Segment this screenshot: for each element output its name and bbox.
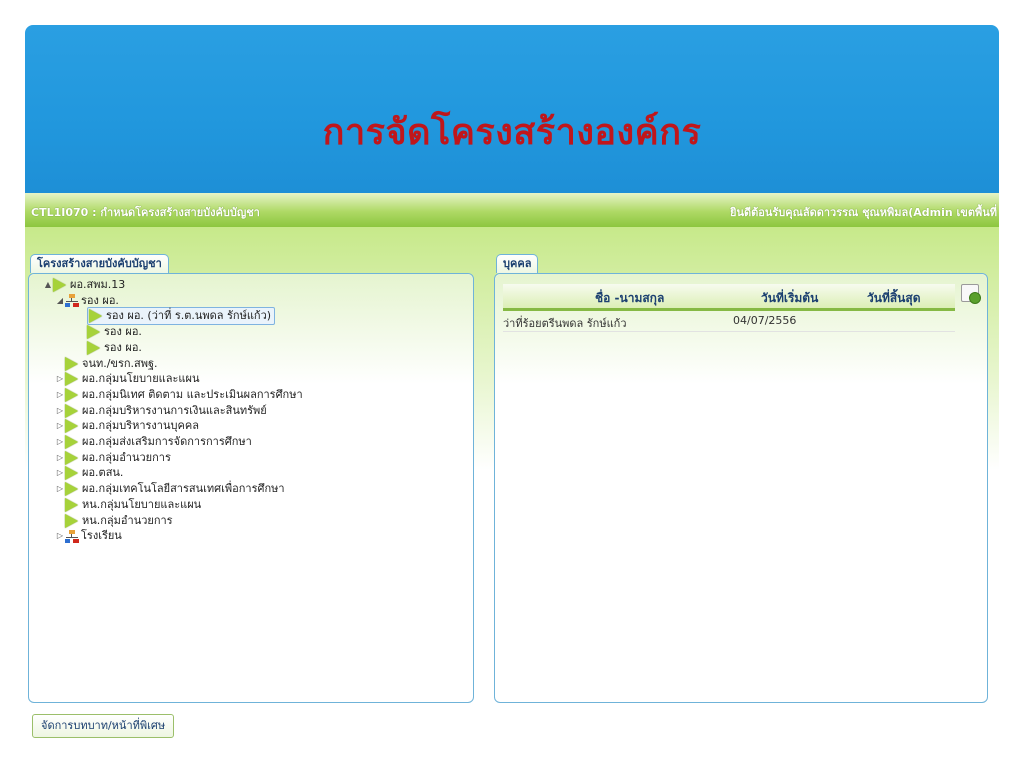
position-arrow-icon: [89, 309, 102, 323]
tree-node[interactable]: [55, 403, 267, 419]
tree-node-label: จนท./ขรก.สพฐ.: [82, 356, 158, 370]
expand-toggle-icon[interactable]: ▷: [56, 531, 64, 541]
tree-node-label: ผอ.กลุ่มบริหารงานบุคคล: [82, 419, 199, 433]
tree-node-label: ผอ.กลุ่มนโยบายและแผน: [82, 372, 200, 386]
tree-node-label: ผอ.กลุ่มนิเทศ ติดตาม และประเมินผลการศึกษา: [82, 387, 303, 401]
tree-node-label: ผอ.สพม.13: [70, 278, 126, 291]
position-arrow-icon: [65, 451, 78, 465]
tree-node[interactable]: [55, 528, 122, 544]
header-banner: [25, 25, 999, 193]
tree-node[interactable]: [55, 387, 303, 403]
refresh-icon[interactable]: [961, 284, 979, 302]
person-panel: [494, 273, 988, 703]
hierarchy-panel: [28, 273, 474, 703]
tree-node[interactable]: [55, 513, 173, 529]
tree-node-label: รอง ผอ.: [81, 293, 119, 307]
tab-hierarchy[interactable]: โครงสร้างสายบังคับบัญชา: [30, 254, 169, 273]
tree-node-label: ผอ.กลุ่มบริหารงานการเงินและสินทรัพย์: [82, 403, 267, 417]
column-header-name[interactable]: ชื่อ -นามสกุล: [595, 291, 665, 305]
expand-toggle-icon[interactable]: ▷: [56, 484, 64, 494]
tree-node[interactable]: [77, 324, 142, 340]
tree-node[interactable]: [55, 356, 158, 372]
grid-header: [503, 284, 955, 311]
program-code-label: CTL1I070 : กำหนดโครงสร้างสายบังคับบัญชา: [31, 206, 260, 219]
position-arrow-icon: [65, 372, 78, 386]
position-arrow-icon: [87, 341, 100, 355]
page-title: การจัดโครงสร้างองค์กร: [322, 111, 702, 153]
expand-toggle-icon[interactable]: ▷: [56, 389, 64, 399]
tree-node[interactable]: [77, 308, 275, 324]
expand-toggle-icon[interactable]: ▷: [56, 374, 64, 384]
tree-node[interactable]: [55, 450, 171, 466]
tree-node-label: รอง ผอ.: [104, 325, 142, 339]
welcome-message: ยินดีต้อนรับคุณลัดดาวรรณ ชุณหพิมล(Admin เขตพื้นที่: [730, 206, 997, 219]
tab-person[interactable]: บุคคล: [496, 254, 538, 273]
tree-node-label: ผอ.กลุ่มอำนวยการ: [82, 450, 171, 464]
tree-node[interactable]: [55, 293, 119, 309]
tree-node-label: หน.กลุ่มอำนวยการ: [82, 513, 173, 527]
table-row[interactable]: [503, 311, 955, 332]
expand-toggle-icon[interactable]: ▷: [56, 437, 64, 446]
position-arrow-icon: [65, 357, 78, 371]
tree-node-label: ผอ.กลุ่มเทคโนโลยีสารสนเทศเพื่อการศึกษา: [82, 482, 285, 496]
expand-toggle-icon[interactable]: ▷: [56, 421, 64, 431]
tree-node-label: รอง ผอ. (ว่าที่ ร.ต.นพดล รักษ์แก้ว): [106, 309, 272, 323]
org-chart-icon: [65, 294, 79, 307]
expand-toggle-icon[interactable]: ▷: [56, 468, 64, 478]
expand-toggle-icon[interactable]: ▷: [56, 452, 64, 462]
tree-node-label: ผอ.ตสน.: [82, 466, 124, 480]
tree-node[interactable]: [55, 481, 285, 497]
org-chart-icon: [65, 530, 79, 543]
tree-node-label: รอง ผอ.: [104, 340, 142, 354]
position-arrow-icon: [65, 435, 78, 449]
tree-node-label: หน.กลุ่มนโยบายและแผน: [82, 497, 202, 511]
app-bar: [25, 193, 999, 227]
column-header-end-date[interactable]: วันที่สิ้นสุด: [867, 291, 921, 305]
position-arrow-icon: [65, 482, 78, 496]
manage-special-roles-button[interactable]: จัดการบทบาท/หน้าที่พิเศษ: [32, 714, 174, 738]
tree-node[interactable]: [55, 371, 199, 387]
tree-node-label: ผอ.กลุ่มส่งเสริมการจัดการการศึกษา: [82, 435, 252, 448]
expand-toggle-icon[interactable]: ▷: [56, 405, 64, 415]
position-arrow-icon: [65, 498, 78, 512]
position-arrow-icon: [65, 388, 78, 402]
position-arrow-icon: [65, 466, 78, 480]
column-header-start-date[interactable]: วันที่เริ่มต้น: [761, 291, 819, 305]
position-arrow-icon: [53, 278, 66, 292]
tree-node[interactable]: [55, 465, 123, 481]
position-arrow-icon: [65, 419, 78, 433]
position-arrow-icon: [65, 404, 78, 418]
tree-node-label: โรงเรียน: [81, 529, 122, 543]
expand-toggle-icon[interactable]: ▲: [44, 280, 52, 289]
cell-name: ว่าที่ร้อยตรีนพดล รักษ์แก้ว: [503, 317, 627, 330]
content-area: [25, 227, 999, 768]
hierarchy-tree: [29, 274, 473, 702]
tree-node[interactable]: [55, 434, 252, 450]
tree-node[interactable]: [55, 497, 201, 513]
cell-start-date: 04/07/2556: [733, 314, 797, 327]
tree-node[interactable]: [43, 277, 125, 293]
position-arrow-icon: [87, 325, 100, 339]
tree-node[interactable]: [77, 340, 142, 356]
expand-toggle-icon[interactable]: ◢: [56, 295, 64, 305]
tree-node[interactable]: [55, 418, 199, 434]
position-arrow-icon: [65, 514, 78, 528]
